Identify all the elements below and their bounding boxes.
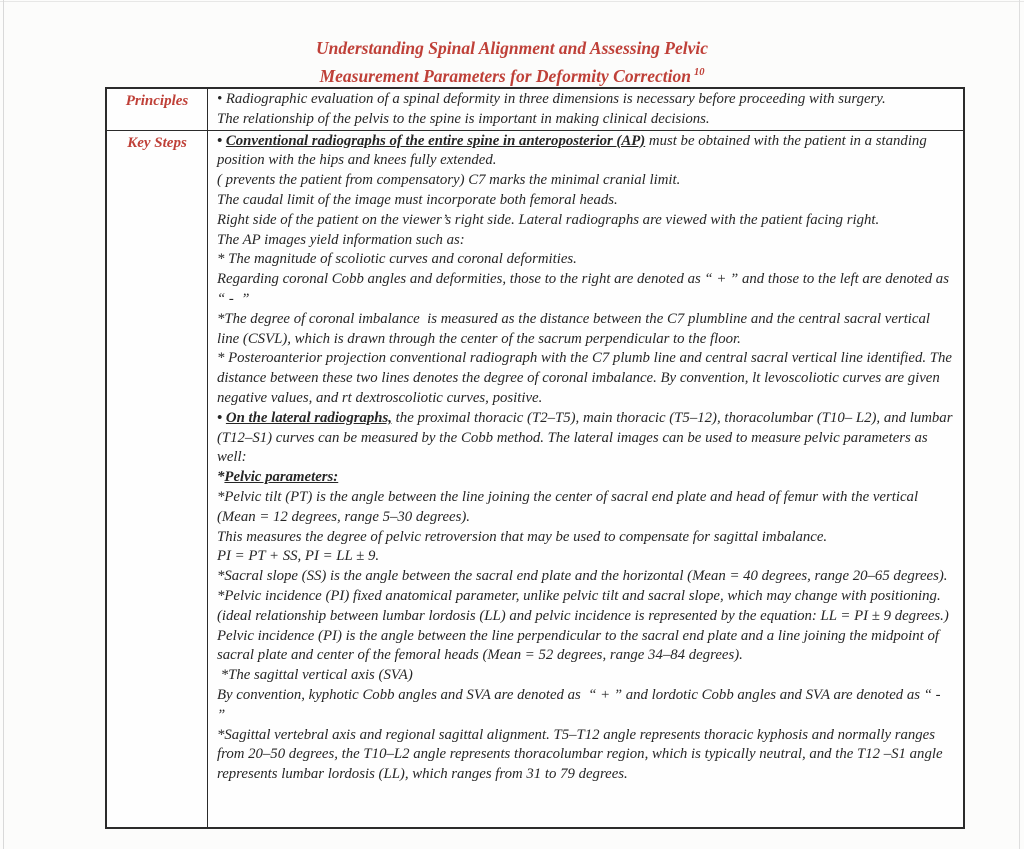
paragraph [217, 666, 955, 686]
paragraph [217, 409, 955, 468]
text-run: ( prevents the patient from compensatory) C7 marks the minimal cranial limit. [217, 172, 681, 189]
scan-edge-right [1019, 0, 1020, 849]
row-label-principles: Principles [107, 89, 208, 130]
paragraph [217, 250, 955, 270]
title-line-2 [0, 61, 1024, 88]
paragraph [217, 726, 955, 785]
text-run: • [217, 132, 226, 149]
scan-edge-top [0, 1, 1024, 2]
text-run: Right side of the patient on the viewer’s right side. Lateral radiographs are viewed with the patient facing right. [217, 211, 880, 228]
paragraph [217, 488, 955, 528]
paragraph [217, 191, 955, 211]
document-title [0, 36, 1024, 88]
row-content [208, 89, 963, 130]
text-run: *Pelvic incidence (PI) fixed anatomical parameter, unlike pelvic tilt and sacral slope, which may change with positioning. (ideal relationship between lumbar lordosis (LL) and pelvic incidence is represented by the equation: LL = PI ± 9 degrees.) [217, 587, 949, 624]
text-run: • [217, 409, 226, 426]
paragraph [217, 310, 955, 350]
paragraph [217, 547, 955, 567]
text-run: must be obtained with the patient in a standing position with the hips and knees fully extended. [217, 132, 931, 169]
paragraph [217, 171, 955, 191]
title-superscript: 10 [693, 66, 705, 78]
text-run: Conventional radiographs of the entire spine in anteroposterior (AP) [225, 132, 646, 149]
text-run: Regarding coronal Cobb angles and deformities, those to the right are denoted as “ + ” and those to the left are denoted as “ - ” [217, 271, 957, 307]
paragraph [217, 567, 955, 587]
text-run: *Sagittal vertebral axis and regional sagittal alignment. T5–T12 angle represents thoracic kyphosis and normally ranges from 20–50 degrees, the T10–L2 angle represents thoracolumbar region, which is typically neutral, and the T12 –S1 angle represents lumbar lordosis (LL), which ranges from 31 to 79 degrees. [217, 726, 947, 783]
row-label-key-steps: Key Steps [107, 130, 208, 827]
title-line-2-text: Measurement Parameters for Deformity Correction [319, 65, 691, 86]
text-run: This measures the degree of pelvic retroversion that may be used to compensate for sagittal imbalance. [217, 528, 828, 545]
text-run: the proximal thoracic (T2–T5), main thoracic (T5–12), thoracolumbar (T10– L2), and lumbar (T12–S1) curves can be measured by the Cobb method. The lateral images can be used to measure pelvic parameters as well: [217, 409, 957, 466]
text-run: * The magnitude of scoliotic curves and coronal deformities. [217, 251, 577, 268]
text-run: PI = PT + SS, PI = LL ± 9. [217, 548, 380, 565]
paragraph [217, 349, 955, 408]
paragraph [217, 110, 955, 130]
text-run: By convention, kyphotic Cobb angles and SVA are denoted as “ + ” and lordotic Cobb angles and SVA are denoted as “ - ” [217, 686, 948, 723]
spinal-alignment-table [105, 87, 965, 829]
paragraph [217, 468, 955, 488]
text-run: Pelvic parameters: [224, 469, 339, 486]
paragraph [217, 627, 955, 667]
paragraph [217, 528, 955, 548]
text-run: *Sacral slope (SS) is the angle between the sacral end plate and the horizontal (Mean = 40 degrees, range 20–65 degrees). [217, 568, 948, 585]
paragraph [217, 587, 955, 627]
text-run: The relationship of the pelvis to the spine is important in making clinical decisions. [217, 110, 710, 127]
title-line-1-text: Understanding Spinal Alignment and Assessing Pelvic [315, 38, 709, 58]
text-run: On the lateral radiographs, [225, 409, 392, 426]
row-content [208, 130, 963, 827]
paragraph [217, 132, 955, 172]
text-run: *Pelvic tilt (PT) is the angle between the line joining the center of sacral end plate and head of femur with the vertical (Mean = 12 degrees, range 5–30 degrees). [217, 488, 922, 525]
text-run: Pelvic incidence (PI) is the angle between the line perpendicular to the sacral end plate and a line joining the midpoint of sacral plate and center of the femoral heads (Mean = 52 degrees, range 34–84 degrees). [217, 627, 943, 664]
text-run: * Posteroanterior projection conventional radiograph with the C7 plumb line and central sacral vertical line identified. The distance between these two lines denotes the degree of coronal imbalance. By convention, lt levoscoliotic curves are given negative values, and rt dextroscoliotic curves, positive. [217, 350, 956, 406]
scan-edge-left [3, 0, 4, 849]
text-run: The caudal limit of the image must incorporate both femoral heads. [217, 191, 618, 208]
paragraph [217, 231, 955, 251]
title-line-1 [0, 36, 1024, 61]
text-run: The AP images yield information such as: [217, 231, 465, 248]
paragraph [217, 270, 955, 310]
text-run: *The sagittal vertical axis (SVA) [217, 667, 413, 684]
text-run: • Radiographic evaluation of a spinal deformity in three dimensions is necessary before proceeding with surgery. [217, 91, 886, 107]
paragraph [217, 90, 955, 110]
text-run: *The degree of coronal imbalance is measured as the distance between the C7 plumbline and the central sacral vertical line (CSVL), which is drawn through the center of the sacrum perpendicular to the floor. [217, 310, 934, 347]
paragraph [217, 686, 955, 726]
paragraph [217, 211, 955, 231]
text-run: * [217, 469, 225, 486]
